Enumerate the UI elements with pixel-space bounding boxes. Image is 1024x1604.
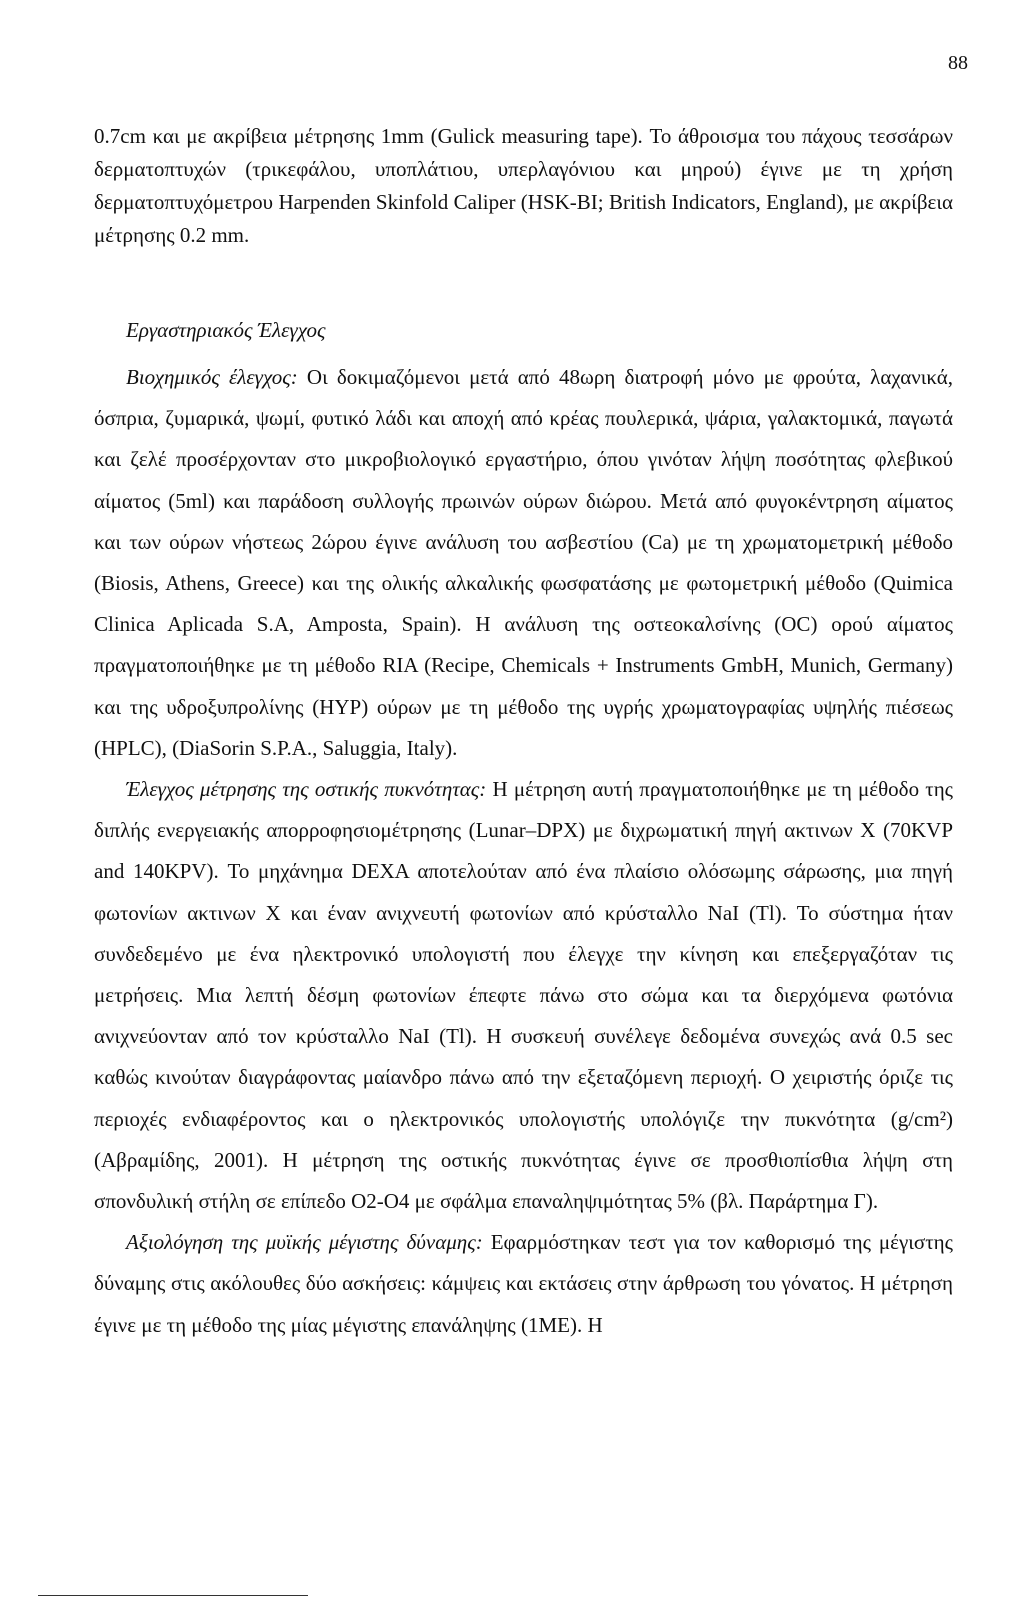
muscle-strength-lead: Αξιολόγηση της μυϊκής μέγιστης δύναμης: — [126, 1230, 483, 1255]
section-heading: Εργαστηριακός Έλεγχος — [126, 318, 326, 342]
intro-paragraph: 0.7cm και με ακρίβεια μέτρησης 1mm (Gulick measuring tape). Το άθροισμα του πάχους τεσσάρων δερματοπτυχών (τρικεφάλου, υποπλάτιου, υπερλαγόνιου και μηρού) έγινε με τη χρήση δερματοπτυχόμετρου Harpenden Skinfold Caliper (HSK-BI; British Indicators, England), με ακρίβεια μέτρησης 0.2 mm. — [94, 124, 953, 247]
muscle-strength-paragraph — [94, 1222, 953, 1346]
muscle-strength-text: Εφαρμόστηκαν τεστ για τον καθορισμό της μέγιστης δύναμης στις ακόλουθες δύο ασκήσεις: κάμψεις και εκτάσεις στην άρθρωση του γόνατος. Η μέτρηση έγινε με τη μέθοδο της μίας μέγιστης επανάληψης (1ME). Η — [94, 1230, 953, 1337]
page-content — [94, 120, 953, 1346]
biochemical-test-text: Οι δοκιμαζόμενοι μετά από 48ωρη διατροφή μόνο με φρούτα, λαχανικά, όσπρια, ζυμαρικά, ψωμί, φυτικό λάδι και αποχή από κρέας πουλερικά, ψάρια, γαλακτομικά, παγωτά και ζελέ προσέρχονταν στο μικροβιολογικό εργαστήριο, όπου γινόταν λήψη ποσότητας φλεβικού αίματος (5ml) και παράδοση συλλογής πρωινών ούρων διώρου. Μετά από φυγοκέντρηση αίματος και των ούρων νήστεως 2ώρου έγινε ανάλυση του ασβεστίου (Ca) με τη χρωματομετρική μέθοδο (Biosis, Athens, Greece) και της ολικής αλκαλικής φωσφατάσης με φωτομετρική μέθοδο (Quimica Clinica Aplicada S.A, Amposta, Spain). Η ανάλυση της οστεοκαλσίνης (OC) ορού αίματος πραγματοποιήθηκε με τη μέθοδο RIA (Recipe, Chemicals + Instruments GmbH, Munich, Germany) και της υδροξυπρολίνης (HYP) ούρων με τη μέθοδο της υγρής χρωματογραφίας υψηλής πιέσεως (HPLC), (DiaSorin S.P.A., Saluggia, Italy). — [94, 365, 953, 760]
bone-density-text: Η μέτρηση αυτή πραγματοποιήθηκε με τη μέθοδο της διπλής ενεργειακής απορροφησιομέτρησης (Lunar–DPX) με διχρωματική πηγή ακτινων X (70KVP and 140KPV). Το μηχάνημα DEXA αποτελούταν από ένα πλαίσιο ολόσωμης σάρωσης, μια πηγή φωτονίων ακτινων X και έναν ανιχνευτή φωτονίων από κρύσταλλο NaI (Tl). Το σύστημα ήταν συνδεδεμένο με ένα ηλεκτρονικό υπολογιστή που έλεγχε την κίνηση και επεξεργαζόταν τις μετρήσεις. Μια λεπτή δέσμη φωτονίων έπεφτε πάνω στο σώμα και τα διερχόμενα φωτόνια ανιχνεύονταν από τον κρύσταλλο NaI (Tl). Η συσκευή συνέλεγε δεδομένα συνεχώς ανά 0.5 sec καθώς κινούταν διαγράφοντας μαίανδρο πάνω από την εξεταζόμενη περιοχή. Ο χειριστής όριζε τις περιοχές ενδιαφέροντος και ο ηλεκτρονικός υπολογιστής υπολόγιζε την πυκνότητα (g/cm²) (Αβραμίδης, 2001). Η μέτρηση της οστικής πυκνότητας έγινε σε προσθιοπίσθια λήψη στη σπονδυλική στήλη σε επίπεδο O2-O4 με σφάλμα επαναληψιμότητας 5% (βλ. Παράρτημα Γ). — [94, 777, 953, 1214]
biochemical-test-paragraph — [94, 357, 953, 769]
page-number: 88 — [948, 52, 968, 74]
footer-divider — [38, 1595, 308, 1596]
bone-density-paragraph — [94, 769, 953, 1222]
biochemical-test-lead: Βιοχημικός έλεγχος: — [126, 365, 298, 389]
bone-density-lead: Έλεγχος μέτρησης της οστικής πυκνότητας: — [126, 777, 487, 802]
